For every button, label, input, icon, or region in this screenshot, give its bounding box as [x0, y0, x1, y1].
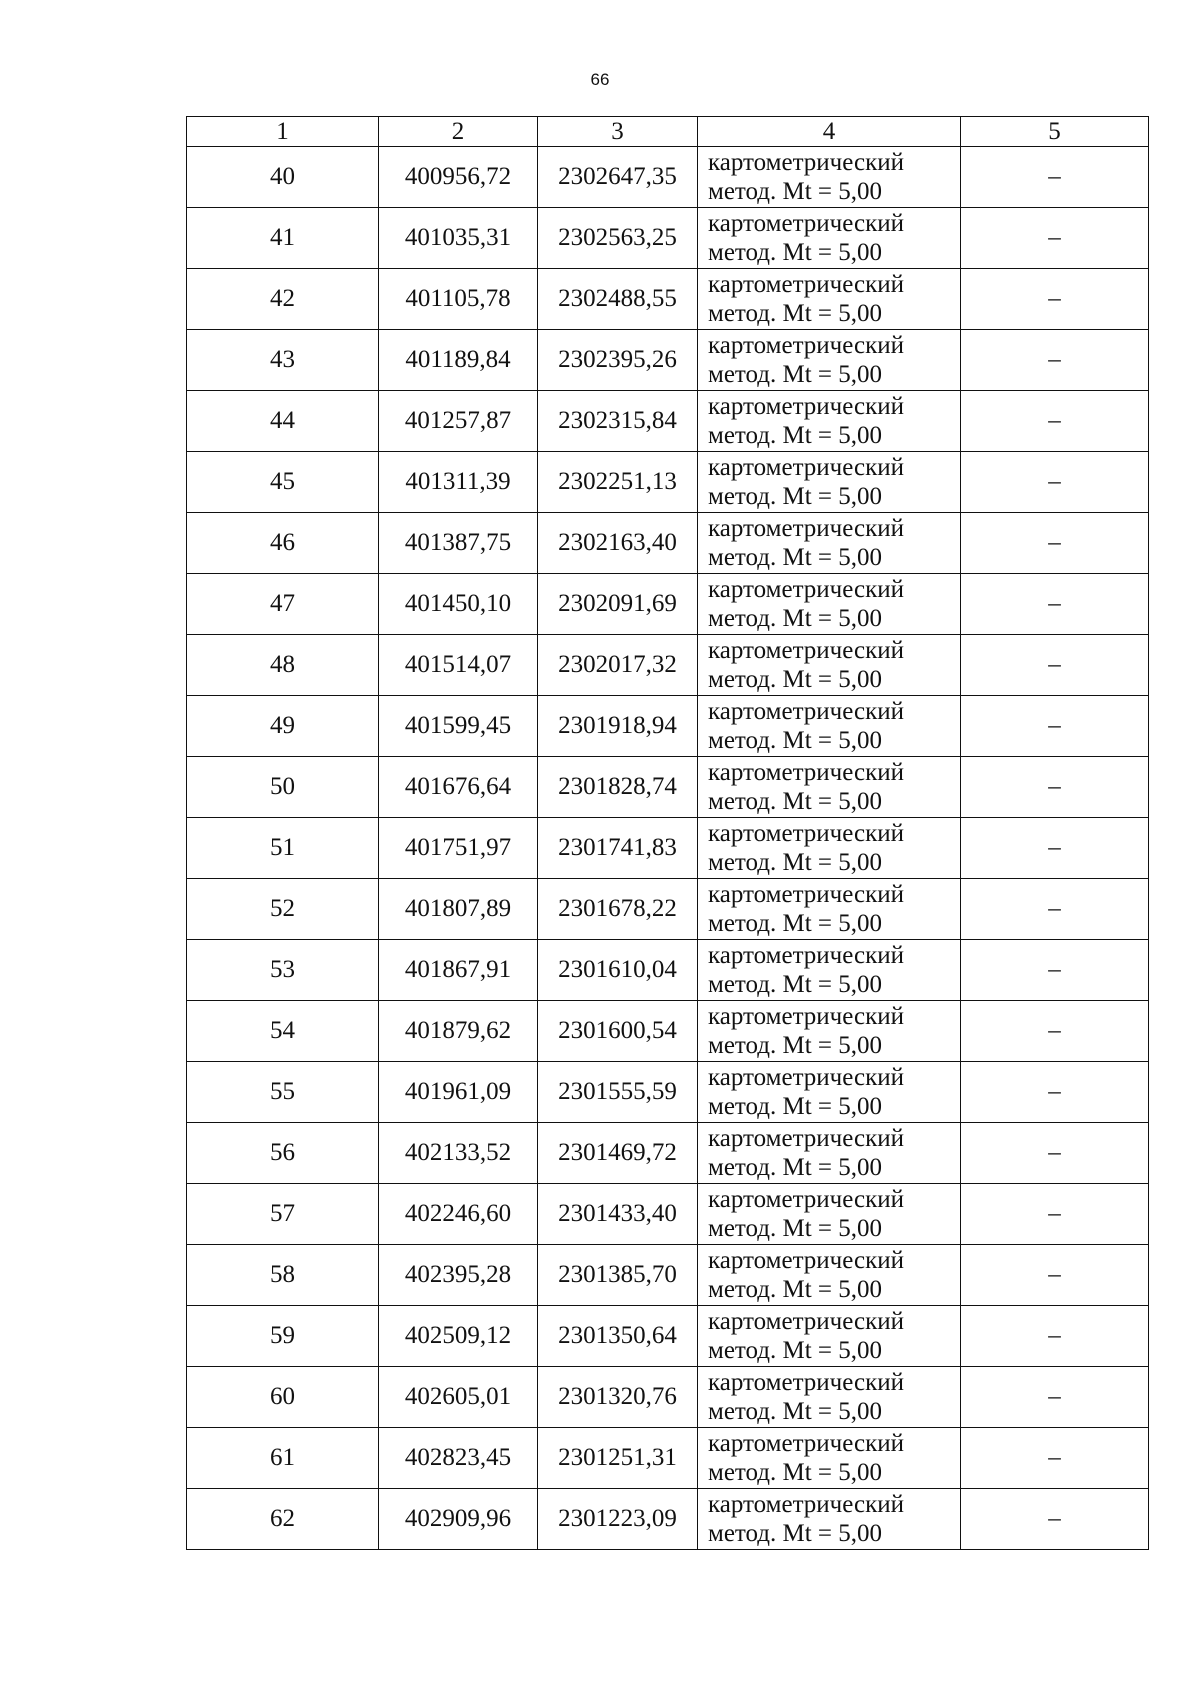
y-coordinate-cell: 2301223,09	[538, 1489, 698, 1550]
point-number-cell: 41	[187, 208, 379, 269]
method-name: картометрический	[708, 1247, 904, 1274]
coordinates-table	[186, 116, 1149, 1550]
column-5-cell: –	[961, 269, 1149, 330]
point-number-cell: 57	[187, 1184, 379, 1245]
column-5-cell: –	[961, 818, 1149, 879]
y-coordinate-cell: 2302017,32	[538, 635, 698, 696]
x-coordinate-cell: 401311,39	[379, 452, 538, 513]
table-row	[187, 1428, 1149, 1489]
method-accuracy: метод. Mt = 5,00	[708, 605, 883, 632]
method-name: картометрический	[708, 1064, 904, 1091]
x-coordinate-cell: 401879,62	[379, 1001, 538, 1062]
method-name: картометрический	[708, 1491, 904, 1518]
point-number-cell: 62	[187, 1489, 379, 1550]
y-coordinate-cell: 2301469,72	[538, 1123, 698, 1184]
point-number-cell: 47	[187, 574, 379, 635]
point-number-cell: 55	[187, 1062, 379, 1123]
method-name: картометрический	[708, 576, 904, 603]
table-row	[187, 269, 1149, 330]
y-coordinate-cell: 2301555,59	[538, 1062, 698, 1123]
point-number-cell: 49	[187, 696, 379, 757]
method-name: картометрический	[708, 698, 904, 725]
y-coordinate-cell: 2302315,84	[538, 391, 698, 452]
point-number-cell: 48	[187, 635, 379, 696]
x-coordinate-cell: 402909,96	[379, 1489, 538, 1550]
table-row	[187, 635, 1149, 696]
x-coordinate-cell: 401105,78	[379, 269, 538, 330]
column-5-cell: –	[961, 574, 1149, 635]
column-5-cell: –	[961, 452, 1149, 513]
table-row	[187, 1062, 1149, 1123]
point-number-cell: 44	[187, 391, 379, 452]
method-accuracy: метод. Mt = 5,00	[708, 1276, 883, 1303]
method-accuracy: метод. Mt = 5,00	[708, 910, 883, 937]
method-cell	[698, 940, 961, 1001]
y-coordinate-cell: 2301350,64	[538, 1306, 698, 1367]
point-number-cell: 42	[187, 269, 379, 330]
method-cell	[698, 757, 961, 818]
method-accuracy: метод. Mt = 5,00	[708, 1215, 883, 1242]
table-row	[187, 208, 1149, 269]
method-accuracy: метод. Mt = 5,00	[708, 849, 883, 876]
table-body	[187, 147, 1149, 1550]
column-header: 4	[698, 117, 961, 147]
x-coordinate-cell: 401867,91	[379, 940, 538, 1001]
x-coordinate-cell: 401189,84	[379, 330, 538, 391]
method-cell	[698, 1123, 961, 1184]
method-cell	[698, 1428, 961, 1489]
y-coordinate-cell: 2301610,04	[538, 940, 698, 1001]
method-cell	[698, 452, 961, 513]
point-number-cell: 51	[187, 818, 379, 879]
y-coordinate-cell: 2302395,26	[538, 330, 698, 391]
table-row	[187, 147, 1149, 208]
method-name: картометрический	[708, 1369, 904, 1396]
method-cell	[698, 574, 961, 635]
method-accuracy: метод. Mt = 5,00	[708, 1032, 883, 1059]
method-name: картометрический	[708, 759, 904, 786]
method-accuracy: метод. Mt = 5,00	[708, 544, 883, 571]
method-cell	[698, 1367, 961, 1428]
y-coordinate-cell: 2301600,54	[538, 1001, 698, 1062]
method-accuracy: метод. Mt = 5,00	[708, 727, 883, 754]
column-5-cell: –	[961, 1489, 1149, 1550]
column-5-cell: –	[961, 1428, 1149, 1489]
x-coordinate-cell: 402823,45	[379, 1428, 538, 1489]
x-coordinate-cell: 402246,60	[379, 1184, 538, 1245]
y-coordinate-cell: 2301385,70	[538, 1245, 698, 1306]
x-coordinate-cell: 401599,45	[379, 696, 538, 757]
x-coordinate-cell: 402605,01	[379, 1367, 538, 1428]
method-cell	[698, 635, 961, 696]
method-name: картометрический	[708, 393, 904, 420]
column-5-cell: –	[961, 696, 1149, 757]
y-coordinate-cell: 2301741,83	[538, 818, 698, 879]
point-number-cell: 45	[187, 452, 379, 513]
method-name: картометрический	[708, 271, 904, 298]
x-coordinate-cell: 401035,31	[379, 208, 538, 269]
table-row	[187, 879, 1149, 940]
x-coordinate-cell: 401807,89	[379, 879, 538, 940]
table-row	[187, 1184, 1149, 1245]
method-name: картометрический	[708, 1308, 904, 1335]
column-5-cell: –	[961, 513, 1149, 574]
y-coordinate-cell: 2301320,76	[538, 1367, 698, 1428]
column-5-cell: –	[961, 1245, 1149, 1306]
table-row	[187, 1245, 1149, 1306]
point-number-cell: 50	[187, 757, 379, 818]
method-cell	[698, 1184, 961, 1245]
point-number-cell: 59	[187, 1306, 379, 1367]
column-5-cell: –	[961, 879, 1149, 940]
table-row	[187, 696, 1149, 757]
page-number: 66	[590, 70, 610, 89]
column-5-cell: –	[961, 330, 1149, 391]
method-accuracy: метод. Mt = 5,00	[708, 422, 883, 449]
table-row	[187, 513, 1149, 574]
table-row	[187, 1001, 1149, 1062]
method-accuracy: метод. Mt = 5,00	[708, 361, 883, 388]
method-name: картометрический	[708, 149, 904, 176]
table-row	[187, 452, 1149, 513]
method-accuracy: метод. Mt = 5,00	[708, 178, 883, 205]
method-cell	[698, 1245, 961, 1306]
method-name: картометрический	[708, 1125, 904, 1152]
x-coordinate-cell: 401257,87	[379, 391, 538, 452]
y-coordinate-cell: 2302488,55	[538, 269, 698, 330]
method-accuracy: метод. Mt = 5,00	[708, 1337, 883, 1364]
y-coordinate-cell: 2302251,13	[538, 452, 698, 513]
table-row	[187, 391, 1149, 452]
method-cell	[698, 391, 961, 452]
column-header: 3	[538, 117, 698, 147]
x-coordinate-cell: 401961,09	[379, 1062, 538, 1123]
method-accuracy: метод. Mt = 5,00	[708, 300, 883, 327]
point-number-cell: 52	[187, 879, 379, 940]
point-number-cell: 56	[187, 1123, 379, 1184]
column-header: 2	[379, 117, 538, 147]
method-cell	[698, 696, 961, 757]
method-cell	[698, 879, 961, 940]
method-cell	[698, 818, 961, 879]
method-accuracy: метод. Mt = 5,00	[708, 788, 883, 815]
column-5-cell: –	[961, 1367, 1149, 1428]
column-5-cell: –	[961, 1123, 1149, 1184]
x-coordinate-cell: 401387,75	[379, 513, 538, 574]
y-coordinate-cell: 2302647,35	[538, 147, 698, 208]
method-accuracy: метод. Mt = 5,00	[708, 1154, 883, 1181]
y-coordinate-cell: 2301918,94	[538, 696, 698, 757]
column-header: 5	[961, 117, 1149, 147]
method-accuracy: метод. Mt = 5,00	[708, 1093, 883, 1120]
table-row	[187, 330, 1149, 391]
table-row	[187, 940, 1149, 1001]
table-row	[187, 1367, 1149, 1428]
x-coordinate-cell: 401676,64	[379, 757, 538, 818]
y-coordinate-cell: 2301251,31	[538, 1428, 698, 1489]
table-row	[187, 818, 1149, 879]
method-name: картометрический	[708, 942, 904, 969]
method-cell	[698, 208, 961, 269]
column-5-cell: –	[961, 1062, 1149, 1123]
point-number-cell: 46	[187, 513, 379, 574]
method-name: картометрический	[708, 637, 904, 664]
x-coordinate-cell: 402133,52	[379, 1123, 538, 1184]
table-row	[187, 757, 1149, 818]
method-accuracy: метод. Mt = 5,00	[708, 1398, 883, 1425]
x-coordinate-cell: 400956,72	[379, 147, 538, 208]
table-row	[187, 574, 1149, 635]
column-5-cell: –	[961, 391, 1149, 452]
point-number-cell: 40	[187, 147, 379, 208]
point-number-cell: 60	[187, 1367, 379, 1428]
column-5-cell: –	[961, 757, 1149, 818]
method-name: картометрический	[708, 515, 904, 542]
x-coordinate-cell: 401514,07	[379, 635, 538, 696]
point-number-cell: 54	[187, 1001, 379, 1062]
column-5-cell: –	[961, 208, 1149, 269]
y-coordinate-cell: 2302163,40	[538, 513, 698, 574]
method-name: картометрический	[708, 1186, 904, 1213]
column-5-cell: –	[961, 1001, 1149, 1062]
method-name: картометрический	[708, 881, 904, 908]
method-name: картометрический	[708, 454, 904, 481]
column-5-cell: –	[961, 940, 1149, 1001]
y-coordinate-cell: 2302563,25	[538, 208, 698, 269]
table-row	[187, 1306, 1149, 1367]
method-name: картометрический	[708, 1430, 904, 1457]
table-row	[187, 1123, 1149, 1184]
method-accuracy: метод. Mt = 5,00	[708, 1520, 883, 1547]
point-number-cell: 58	[187, 1245, 379, 1306]
point-number-cell: 43	[187, 330, 379, 391]
method-name: картометрический	[708, 820, 904, 847]
x-coordinate-cell: 401450,10	[379, 574, 538, 635]
method-accuracy: метод. Mt = 5,00	[708, 483, 883, 510]
y-coordinate-cell: 2301828,74	[538, 757, 698, 818]
method-accuracy: метод. Mt = 5,00	[708, 971, 883, 998]
table-row	[187, 1489, 1149, 1550]
method-accuracy: метод. Mt = 5,00	[708, 666, 883, 693]
x-coordinate-cell: 401751,97	[379, 818, 538, 879]
method-name: картометрический	[708, 1003, 904, 1030]
x-coordinate-cell: 402509,12	[379, 1306, 538, 1367]
method-accuracy: метод. Mt = 5,00	[708, 1459, 883, 1486]
point-number-cell: 61	[187, 1428, 379, 1489]
method-accuracy: метод. Mt = 5,00	[708, 239, 883, 266]
column-5-cell: –	[961, 147, 1149, 208]
column-header: 1	[187, 117, 379, 147]
method-cell	[698, 1306, 961, 1367]
method-name: картометрический	[708, 332, 904, 359]
method-cell	[698, 269, 961, 330]
method-cell	[698, 147, 961, 208]
method-name: картометрический	[708, 210, 904, 237]
y-coordinate-cell: 2302091,69	[538, 574, 698, 635]
method-cell	[698, 1489, 961, 1550]
method-cell	[698, 330, 961, 391]
y-coordinate-cell: 2301433,40	[538, 1184, 698, 1245]
method-cell	[698, 1001, 961, 1062]
header-row	[187, 117, 1149, 147]
method-cell	[698, 513, 961, 574]
method-cell	[698, 1062, 961, 1123]
column-5-cell: –	[961, 1306, 1149, 1367]
column-5-cell: –	[961, 635, 1149, 696]
y-coordinate-cell: 2301678,22	[538, 879, 698, 940]
column-5-cell: –	[961, 1184, 1149, 1245]
point-number-cell: 53	[187, 940, 379, 1001]
x-coordinate-cell: 402395,28	[379, 1245, 538, 1306]
